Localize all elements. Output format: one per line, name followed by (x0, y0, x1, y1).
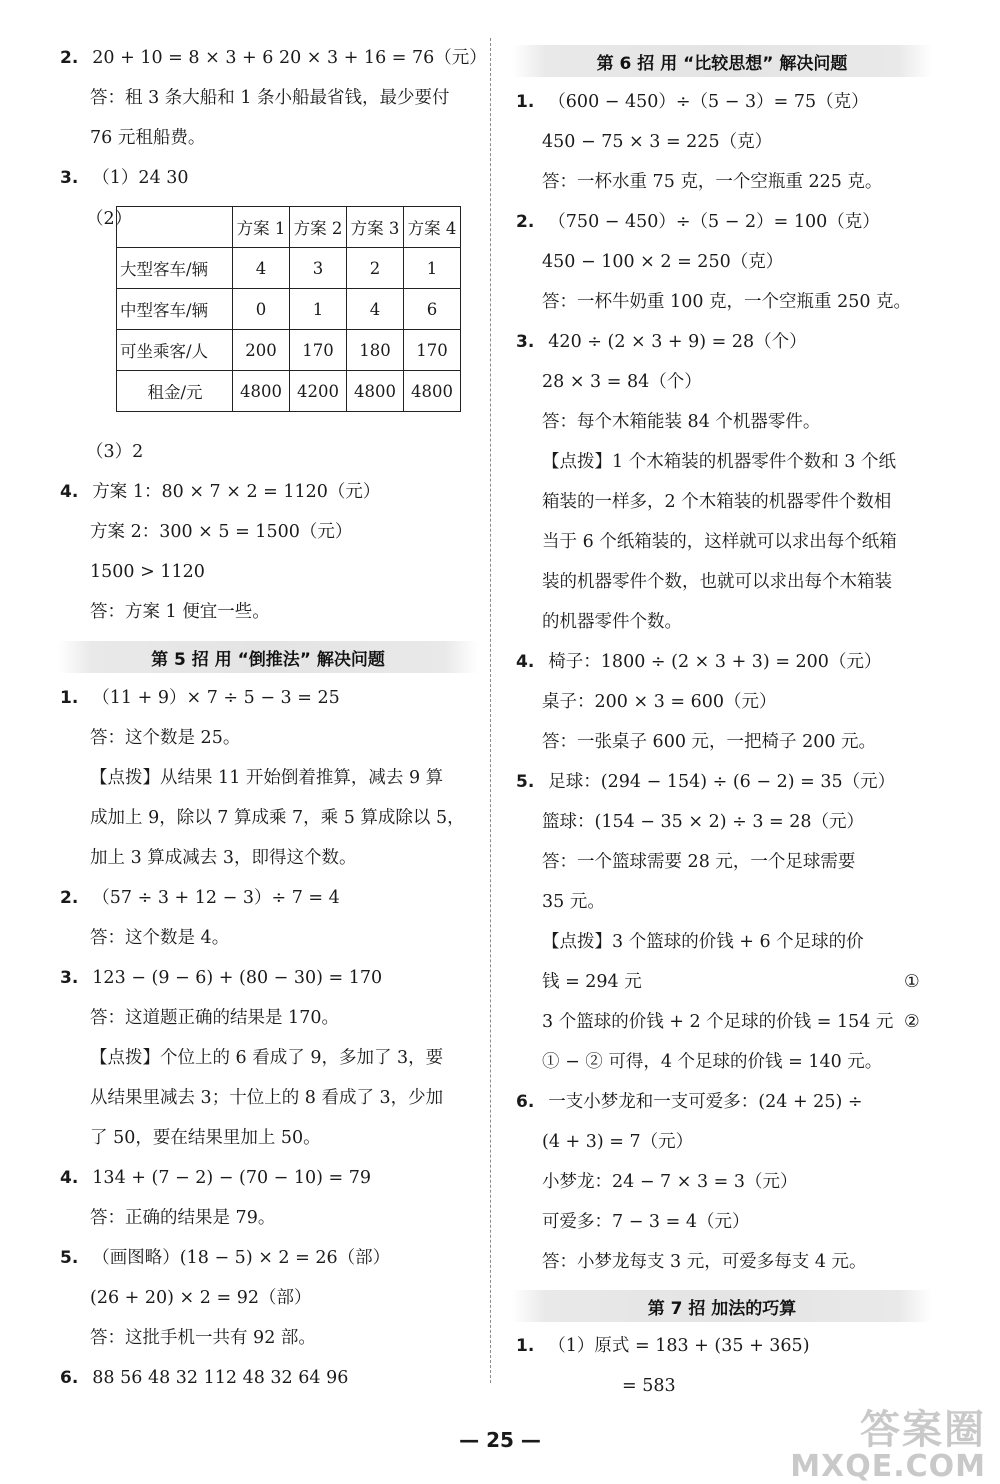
text-line (542, 250, 783, 274)
table-cell: 4800 (347, 371, 404, 412)
watermark-logo (790, 1398, 986, 1484)
text-line (542, 490, 891, 514)
text-line (90, 1086, 443, 1110)
line-text: 箱装的一样多，2 个木箱装的机器零件个数相 (542, 492, 892, 512)
text-line (90, 560, 205, 584)
text-line (542, 690, 777, 714)
line-text: 了 50，要在结果里加上 50。 (90, 1128, 321, 1148)
item-number: 2. (60, 48, 79, 68)
text-line (516, 210, 880, 234)
text-line (542, 970, 642, 994)
text-line (542, 570, 892, 594)
table-cell: 1 (290, 289, 347, 330)
text-line (60, 480, 380, 504)
text-line (516, 1334, 810, 1358)
item-number: 2. (60, 888, 79, 908)
line-text: （57 ÷ 3 + 12 − 3）÷ 7 = 4 (92, 888, 340, 908)
table-cell: 大型客车/辆 (117, 248, 233, 289)
line-text: 的机器零件个数。 (542, 612, 682, 632)
line-text: (4 + 3) = 7（元） (542, 1132, 694, 1152)
text-line (90, 86, 450, 110)
line-text: 钱 = 294 元 (542, 972, 642, 992)
item-number: 2. (516, 212, 535, 232)
line-text: 450 − 100 × 2 = 250（克） (542, 252, 784, 272)
table-cell (117, 207, 233, 248)
text-line (542, 290, 911, 314)
table-cell: 3 (290, 248, 347, 289)
table-cell: 170 (290, 330, 347, 371)
table-cell: 方案 4 (404, 207, 461, 248)
line-text: 答：这道题正确的结果是 170。 (90, 1008, 339, 1028)
line-text: （2） (86, 209, 133, 229)
table-cell: 方案 2 (290, 207, 347, 248)
table-cell: 6 (404, 289, 461, 330)
line-text: （750 − 450）÷（5 − 2）= 100（克） (548, 212, 880, 232)
item-number: 4. (60, 482, 79, 502)
text-line (542, 850, 855, 874)
line-text: （11 + 9）× 7 ÷ 5 − 3 = 25 (92, 688, 340, 708)
text-line (60, 1366, 348, 1390)
line-text: = 583 (622, 1376, 676, 1396)
line-text: 答：一杯牛奶重 100 克，一个空瓶重 250 克。 (542, 292, 912, 312)
line-text: 答：这个数是 4。 (90, 928, 230, 948)
table-row (117, 289, 461, 330)
text-line (90, 520, 352, 544)
table-cell: 4200 (290, 371, 347, 412)
table-cell: 4 (347, 289, 404, 330)
line-text: 当于 6 个纸箱装的，这样就可以求出每个纸箱 (542, 532, 897, 552)
text-line (542, 890, 605, 914)
text-line (542, 170, 882, 194)
section-header-6-text: 第 6 招 用 “比较思想” 解决问题 (596, 53, 848, 74)
line-text: (26 + 20) × 2 = 92（部） (90, 1288, 312, 1308)
table-cell: 180 (347, 330, 404, 371)
text-line (542, 370, 702, 394)
line-text: 方案 2：300 × 5 = 1500（元） (90, 522, 353, 542)
table-header-row (117, 207, 461, 248)
text-line (904, 1010, 920, 1034)
text-line (542, 1170, 798, 1194)
line-text: 加上 3 算成减去 3，即得这个数。 (90, 848, 357, 868)
item-number: 6. (60, 1368, 79, 1388)
table-row (117, 371, 461, 412)
line-text: 【点拨】3 个篮球的价钱 + 6 个足球的价 (542, 932, 864, 952)
line-text: 450 − 75 × 3 = 225（克） (542, 132, 773, 152)
text-line (90, 846, 356, 870)
line-text: 答：正确的结果是 79。 (90, 1208, 276, 1228)
section-header-7-text: 第 7 招 加法的巧算 (647, 1298, 797, 1319)
line-text: 椅子：1800 ÷ (2 × 3 + 3) = 200（元） (548, 652, 882, 672)
item-number: 6. (516, 1092, 535, 1112)
text-line (60, 46, 487, 70)
text-line (60, 1166, 371, 1190)
text-line (516, 770, 895, 794)
line-text: ① (904, 972, 920, 992)
text-line (542, 1210, 749, 1234)
text-line (542, 1250, 867, 1274)
text-line (622, 1374, 676, 1398)
line-text: （600 − 450）÷（5 − 3）= 75（克） (548, 92, 869, 112)
line-text: 【点拨】从结果 11 开始倒着推算，减去 9 算 (90, 768, 444, 788)
item-number: 4. (60, 1168, 79, 1188)
text-line (542, 410, 820, 434)
item-number: 5. (60, 1248, 79, 1268)
text-line (516, 90, 869, 114)
item-number: 3. (60, 168, 79, 188)
text-line (516, 650, 881, 674)
text-line (60, 686, 340, 710)
line-text: 20 + 10 = 8 × 3 + 6 20 × 3 + 16 = 76（元） (92, 48, 487, 68)
line-text: 28 × 3 = 84（个） (542, 372, 702, 392)
text-line (60, 886, 340, 910)
text-line (542, 450, 896, 474)
table-cell: 1 (404, 248, 461, 289)
table-cell: 200 (233, 330, 290, 371)
text-line (90, 1046, 443, 1070)
table-cell: 租金/元 (117, 371, 233, 412)
text-line (542, 530, 897, 554)
item-number: 4. (516, 652, 535, 672)
line-text: 420 ÷ (2 × 3 + 9) = 28（个） (548, 332, 807, 352)
text-line (90, 1206, 275, 1230)
table-cell: 170 (404, 330, 461, 371)
line-text: 答：这批手机一共有 92 部。 (90, 1328, 316, 1348)
text-line (542, 1010, 893, 1034)
text-line (542, 130, 772, 154)
line-text: 从结果里减去 3；十位上的 8 看成了 3，少加 (90, 1088, 444, 1108)
section-header-6 (512, 45, 932, 77)
text-line (90, 926, 229, 950)
line-text: 答：这个数是 25。 (90, 728, 241, 748)
line-text: 小梦龙：24 − 7 × 3 = 3（元） (542, 1172, 798, 1192)
line-text: 答：每个木箱能装 84 个机器零件。 (542, 412, 821, 432)
table-cell: 方案 3 (347, 207, 404, 248)
line-text: 可爱多：7 − 3 = 4（元） (542, 1212, 750, 1232)
text-line (90, 806, 465, 830)
text-line (86, 440, 143, 464)
table-cell: 中型客车/辆 (117, 289, 233, 330)
line-text: 【点拨】1 个木箱装的机器零件个数和 3 个纸 (542, 452, 896, 472)
line-text: 答：一个篮球需要 28 元，一个足球需要 (542, 852, 856, 872)
line-text: 足球：(294 − 154) ÷ (6 − 2) = 35（元） (548, 772, 896, 792)
line-text: 装的机器零件个数，也就可以求出每个木箱装 (542, 572, 892, 592)
line-text: 【点拨】个位上的 6 看成了 9，多加了 3，要 (90, 1048, 444, 1068)
line-text: ① − ② 可得，4 个足球的价钱 = 140 元。 (542, 1052, 883, 1072)
line-text: 一支小梦龙和一支可爱多：(24 + 25) ÷ (548, 1092, 863, 1112)
text-line (90, 1006, 339, 1030)
text-line (60, 166, 189, 190)
line-text: ② (904, 1012, 920, 1032)
item-number: 3. (516, 332, 535, 352)
text-line (60, 1246, 390, 1270)
line-text: 桌子：200 × 3 = 600（元） (542, 692, 777, 712)
text-line (542, 1130, 693, 1154)
table-cell: 可坐乘客/人 (117, 330, 233, 371)
text-line (90, 1326, 316, 1350)
line-text: 134 + (7 − 2) − (70 − 10) = 79 (92, 1168, 372, 1188)
section-header-5 (58, 641, 478, 673)
text-line (90, 1286, 311, 1310)
text-line (516, 1090, 863, 1114)
table-cell: 0 (233, 289, 290, 330)
text-line (90, 1126, 321, 1150)
line-text: 123 − (9 − 6) + (80 − 30) = 170 (92, 968, 383, 988)
line-text: （1）24 30 (92, 168, 189, 188)
line-text: 35 元。 (542, 892, 605, 912)
line-text: （画图略）(18 − 5) × 2 = 26（部） (92, 1248, 391, 1268)
column-divider (490, 38, 491, 1383)
text-line (90, 126, 205, 150)
text-line (90, 766, 443, 790)
line-text: 88 56 48 32 112 48 32 64 96 (92, 1368, 349, 1388)
item-number: 3. (60, 968, 79, 988)
item-number: 1. (60, 688, 79, 708)
text-line (90, 726, 240, 750)
text-line (542, 730, 876, 754)
line-text: 成加上 9，除以 7 算成乘 7，乘 5 算成除以 5， (90, 808, 465, 828)
line-text: （1）原式 = 183 + (35 + 365) (548, 1336, 810, 1356)
text-line (542, 810, 864, 834)
line-text: 76 元租船费。 (90, 128, 206, 148)
watermark-line-1: 答案圈 (860, 1407, 986, 1453)
text-line (542, 930, 864, 954)
watermark-line-2: MXQE.COM (790, 1449, 986, 1484)
item-number: 5. (516, 772, 535, 792)
line-text: 答：一杯水重 75 克，一个空瓶重 225 克。 (542, 172, 883, 192)
line-text: 答：方案 1 便宜一些。 (90, 602, 270, 622)
table-cell: 4 (233, 248, 290, 289)
item-number: 1. (516, 1336, 535, 1356)
line-text: 答：小梦龙每支 3 元，可爱多每支 4 元。 (542, 1252, 867, 1272)
line-text: 方案 1：80 × 7 × 2 = 1120（元） (92, 482, 381, 502)
table-row (117, 248, 461, 289)
table-cell: 方案 1 (233, 207, 290, 248)
text-line (60, 966, 382, 990)
text-line (904, 970, 920, 994)
table-cell: 4800 (233, 371, 290, 412)
line-text: 3 个篮球的价钱 + 2 个足球的价钱 = 154 元 (542, 1012, 894, 1032)
text-line (542, 610, 682, 634)
line-text: （3）2 (86, 442, 144, 462)
text-line (516, 330, 807, 354)
table-cell: 2 (347, 248, 404, 289)
plan-table (116, 206, 461, 412)
line-text: 1500 > 1120 (90, 562, 205, 582)
text-line (542, 1050, 882, 1074)
line-text: 篮球：(154 − 35 × 2) ÷ 3 = 28（元） (542, 812, 865, 832)
item-number: 1. (516, 92, 535, 112)
table-row (117, 330, 461, 371)
section-header-7 (512, 1290, 932, 1322)
text-line (90, 600, 270, 624)
line-text: 答：一张桌子 600 元，一把椅子 200 元。 (542, 732, 877, 752)
table-cell: 4800 (404, 371, 461, 412)
line-text: 答：租 3 条大船和 1 条小船最省钱，最少要付 (90, 88, 450, 108)
page-number: — 25 — (459, 1428, 541, 1452)
section-header-5-text: 第 5 招 用 “倒推法” 解决问题 (151, 649, 385, 670)
